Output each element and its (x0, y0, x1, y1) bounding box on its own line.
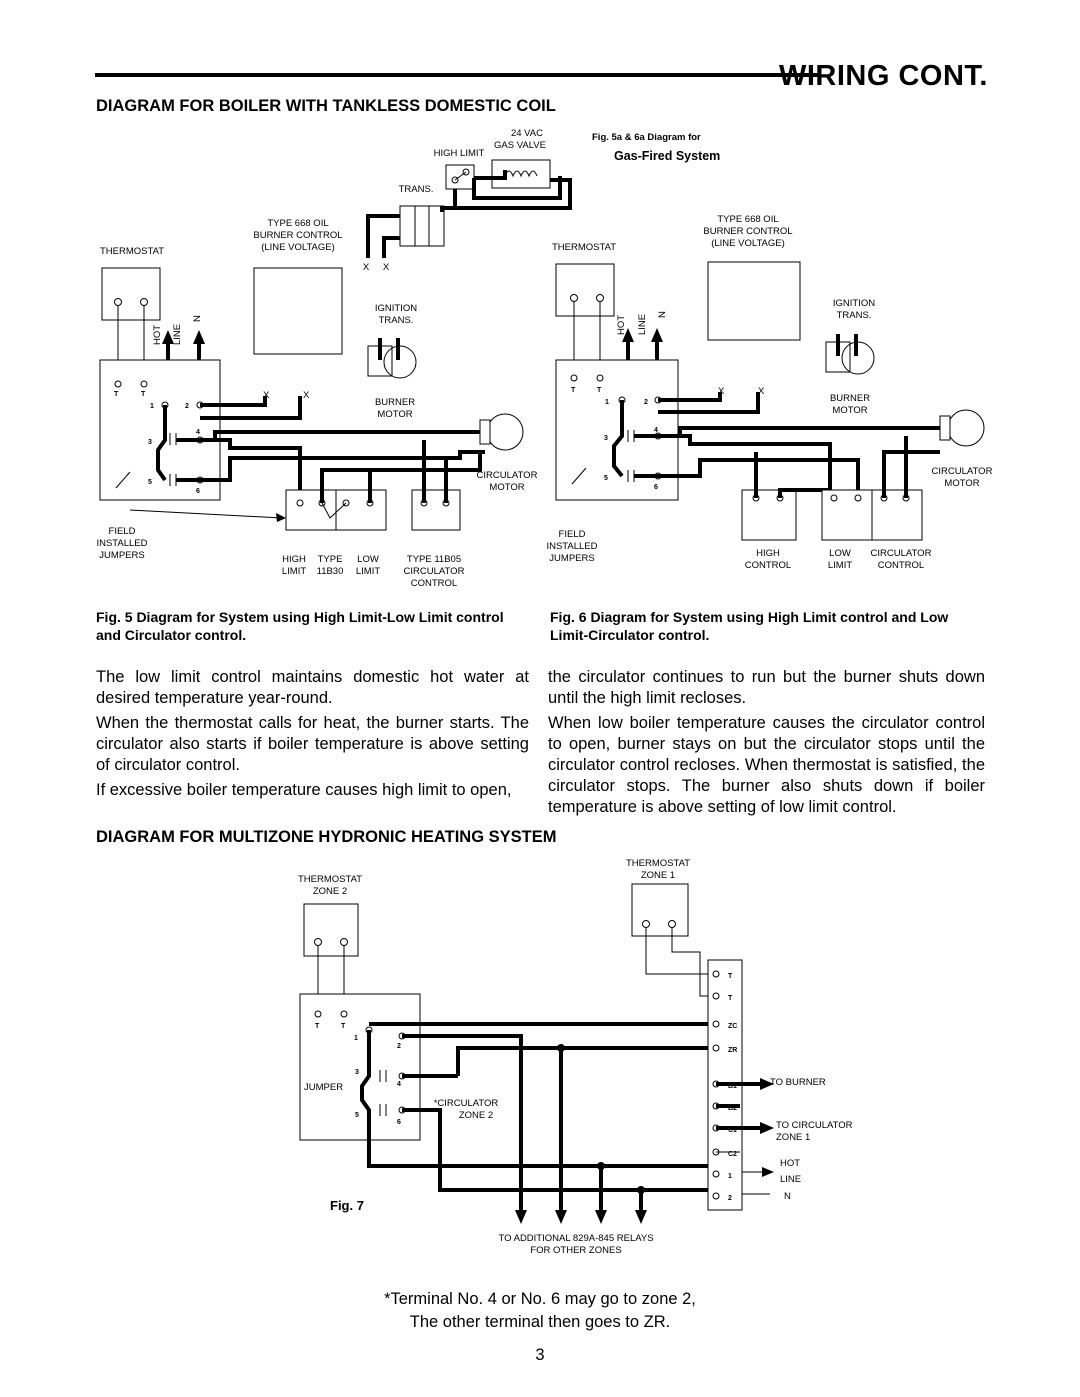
label-5: 5 (148, 479, 152, 486)
label-motor: MOTOR (944, 478, 980, 489)
label-x: X (382, 262, 390, 273)
label-circulator: CIRCULATOR (403, 566, 465, 577)
page-title: WIRING CONT. (779, 60, 988, 92)
label-3: 3 (355, 1069, 359, 1076)
label-trans: TRANS. (378, 315, 414, 326)
section-title-multizone: DIAGRAM FOR MULTIZONE HYDRONIC HEATING SYSTEM (96, 828, 557, 846)
label-2: 2 (185, 403, 189, 410)
label-circulator: CIRCULATOR (931, 466, 993, 477)
label-high: HIGH (756, 548, 780, 559)
label-n: N (657, 311, 668, 318)
relay-box-zone2 (300, 994, 420, 1140)
label-motor: MOTOR (377, 409, 413, 420)
label-to-burner: TO BURNER (770, 1077, 826, 1088)
label-ignition: IGNITION (374, 303, 418, 314)
thermostat-zone2-box (304, 904, 358, 956)
label-11b30: 11B30 (316, 566, 344, 577)
label-type11b05: TYPE 11B05 (406, 554, 462, 565)
label-high-limit: HIGH LIMIT (433, 148, 485, 159)
fig5-caption: Fig. 5 Diagram for System using High Limit-Low Limit control and Circulator control. (96, 609, 504, 643)
label-3: 3 (148, 439, 152, 446)
label-thermostat: THERMOSTAT (297, 874, 363, 885)
label-1: 1 (354, 1035, 358, 1042)
label-t: T (315, 1023, 320, 1030)
footnote-line-2: The other terminal then goes to ZR. (409, 1313, 671, 1331)
label-control: CONTROL (877, 560, 925, 571)
label-to-circulator: TO CIRCULATOR (776, 1120, 853, 1131)
label-line: LINE (780, 1174, 802, 1185)
label-burner: BURNER (829, 393, 871, 404)
terminal-label-2: 2 (728, 1195, 732, 1202)
section-title-tankless: DIAGRAM FOR BOILER WITH TANKLESS DOMESTIC COIL (96, 97, 556, 115)
label-line: LINE (172, 323, 183, 345)
terminal-label-b1: B1 (728, 1083, 737, 1090)
label-x: X (758, 386, 765, 397)
label-type668: TYPE 668 OIL (717, 214, 779, 225)
label-trans: TRANS. (398, 184, 434, 195)
label-burner-control: BURNER CONTROL (253, 230, 343, 241)
label-additional-relays-1: TO ADDITIONAL 829A-845 RELAYS (498, 1233, 654, 1244)
label-n: N (192, 315, 203, 322)
label-t: T (114, 391, 119, 398)
terminal-label-1: 1 (728, 1173, 732, 1180)
label-4: 4 (397, 1081, 401, 1088)
label-field: FIELD (558, 529, 586, 540)
label-2: 2 (397, 1043, 401, 1050)
label-low: LOW (357, 554, 379, 565)
label-line: LINE (637, 313, 648, 335)
label-1: 1 (605, 399, 609, 406)
label-x: X (362, 262, 370, 273)
fig7-label: Fig. 7 (330, 1198, 364, 1213)
label-jumpers: JUMPERS (549, 553, 595, 564)
label-motor: MOTOR (489, 482, 525, 493)
label-thermostat: THERMOSTAT (625, 858, 691, 869)
label-gas-valve: GAS VALVE (494, 140, 546, 151)
label-zone1: ZONE 1 (640, 870, 676, 881)
label-circulator-zone2-2: ZONE 2 (458, 1110, 494, 1121)
terminal-label-t: T (728, 995, 733, 1002)
label-2: 2 (644, 399, 648, 406)
label-high: HIGH (282, 554, 306, 565)
label-x: X (303, 390, 310, 401)
body-paragraph: the circulator continues to run but the burner shuts down until the high limit recloses. (548, 668, 985, 707)
label-limit: LIMIT (827, 560, 853, 571)
label-jumper: JUMPER (304, 1082, 344, 1093)
label-thermostat: THERMOSTAT (551, 242, 617, 253)
label-limit: LIMIT (355, 566, 381, 577)
label-24vac: 24 VAC (510, 128, 544, 139)
footnote-line-1: *Terminal No. 4 or No. 6 may go to zone 2, (384, 1290, 696, 1308)
label-t: T (341, 1023, 346, 1030)
label-t: T (597, 387, 602, 394)
label-type668: TYPE 668 OIL (267, 218, 329, 229)
terminal-label-b2: B2 (728, 1105, 737, 1112)
label-x: X (263, 390, 270, 401)
label-circulator-zone2-1: *CIRCULATOR (433, 1098, 499, 1109)
label-field: FIELD (108, 526, 136, 537)
label-type: TYPE (317, 554, 343, 565)
fig5a-caption-1: Fig. 5a & 6a Diagram for (592, 132, 701, 143)
label-burner: BURNER (374, 397, 416, 408)
label-installed: INSTALLED (96, 538, 148, 549)
label-hot: HOT (616, 314, 627, 335)
label-zone1: ZONE 1 (776, 1132, 811, 1143)
label-control: CONTROL (410, 578, 458, 589)
label-zone2: ZONE 2 (312, 886, 348, 897)
label-circulator: CIRCULATOR (870, 548, 932, 559)
label-5: 5 (604, 475, 608, 482)
fig6-caption: Fig. 6 Diagram for System using High Limit control and Low Limit-Circulator control. (550, 609, 949, 643)
label-6: 6 (654, 484, 658, 491)
fig5a-caption-2: Gas-Fired System (614, 149, 721, 163)
label-6: 6 (397, 1119, 401, 1126)
label-line-voltage: (LINE VOLTAGE) (711, 238, 785, 249)
label-jumpers: JUMPERS (99, 550, 145, 561)
label-ignition: IGNITION (832, 298, 876, 309)
label-5: 5 (355, 1112, 359, 1119)
thermostat-zone1-box (632, 884, 688, 936)
label-motor: MOTOR (832, 405, 868, 416)
label-t: T (141, 391, 146, 398)
label-low: LOW (829, 548, 851, 559)
label-n: N (784, 1191, 791, 1202)
label-3: 3 (604, 435, 608, 442)
body-paragraph: When low boiler temperature causes the circulator control to open, burner stays on but the circulator stops until the circulator control recloses. When thermostat is satisfied, the circulator stops. The burner also shuts down if boiler temperature is above setting of low limit control. (548, 714, 985, 816)
terminal-label-c2: C2 (728, 1151, 737, 1158)
terminal-label-zc: ZC (728, 1023, 738, 1030)
label-circulator: CIRCULATOR (476, 470, 538, 481)
label-hot: HOT (152, 324, 163, 345)
label-trans: TRANS. (836, 310, 872, 321)
label-additional-relays-2: FOR OTHER ZONES (530, 1245, 622, 1256)
label-burner-control: BURNER CONTROL (703, 226, 793, 237)
terminal-label-t: T (728, 973, 733, 980)
label-line-voltage: (LINE VOLTAGE) (261, 242, 335, 253)
label-4: 4 (654, 427, 658, 434)
label-6: 6 (196, 488, 200, 495)
label-t: T (571, 387, 576, 394)
terminal-label-c1: C1 (728, 1127, 737, 1134)
label-installed: INSTALLED (546, 541, 598, 552)
label-thermostat: THERMOSTAT (99, 246, 165, 257)
label-control: CONTROL (744, 560, 792, 571)
body-paragraph: When the thermostat calls for heat, the burner starts. The circulator also starts if boiler temperature is above setting of circulator control. (96, 714, 529, 774)
body-paragraph: The low limit control maintains domestic hot water at desired temperature year-round. (96, 668, 529, 707)
label-limit: LIMIT (281, 566, 307, 577)
label-1: 1 (150, 403, 154, 410)
page-number: 3 (535, 1346, 545, 1364)
label-hot: HOT (780, 1158, 801, 1169)
label-x: X (718, 386, 725, 397)
body-paragraph: If excessive boiler temperature causes high limit to open, (96, 781, 512, 799)
terminal-label-zr: ZR (728, 1047, 738, 1054)
label-4: 4 (196, 429, 200, 436)
